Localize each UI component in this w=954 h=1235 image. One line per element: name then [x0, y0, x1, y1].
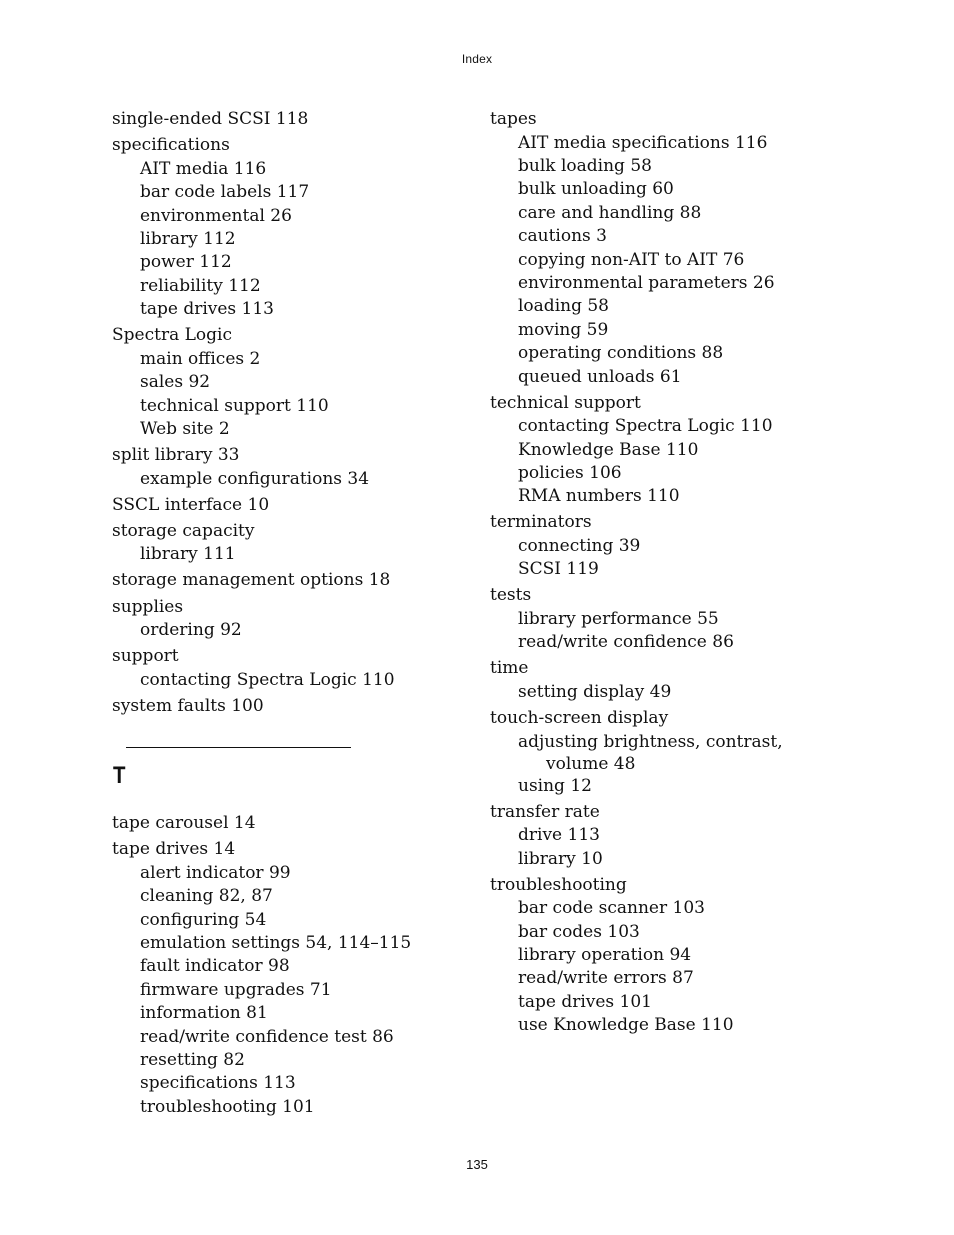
index-entry: time [490, 658, 529, 679]
index-subentry: AIT media specifications 116 [518, 132, 768, 153]
index-subentry: cleaning 82, 87 [140, 886, 273, 907]
index-entry: touch-screen display [490, 708, 669, 729]
index-subentry: tape drives 101 [518, 991, 652, 1012]
index-subentry: contacting Spectra Logic 110 [140, 669, 395, 690]
index-subentry: Knowledge Base 110 [518, 439, 699, 460]
index-subentry: firmware upgrades 71 [140, 979, 332, 1000]
index-entry: troubleshooting [490, 874, 627, 895]
index-entry: tape drives 14 [112, 839, 236, 860]
index-entry: system faults 100 [112, 695, 264, 716]
index-subentry: AIT media 116 [140, 158, 267, 179]
index-subentry: main offices 2 [140, 348, 261, 369]
index-entry: support [112, 646, 179, 667]
index-subentry: environmental parameters 26 [518, 273, 775, 294]
index-entry: transfer rate [490, 801, 600, 822]
index-entry: terminators [490, 512, 592, 533]
index-subentry: RMA numbers 110 [518, 486, 680, 507]
index-subentry: contacting Spectra Logic 110 [518, 416, 773, 437]
index-subentry: ordering 92 [140, 620, 242, 641]
section-letter: T [113, 762, 126, 789]
index-entry: SSCL interface 10 [112, 494, 270, 515]
index-entry: Spectra Logic [112, 325, 232, 346]
index-subentry: setting display 49 [518, 682, 672, 703]
index-subentry: alert indicator 99 [140, 862, 291, 883]
index-subentry: copying non-AIT to AIT 76 [518, 249, 745, 270]
index-subentry: SCSI 119 [518, 559, 599, 580]
running-head: Index [461, 52, 493, 66]
section-divider [126, 747, 351, 748]
index-subentry: environmental 26 [140, 205, 292, 226]
index-subentry: loading 58 [518, 296, 609, 317]
index-subentry: adjusting brightness, contrast, volume 48 [518, 731, 783, 774]
index-column-right [490, 107, 850, 1038]
index-subentry: library 10 [518, 848, 603, 869]
index-subentry: read/write errors 87 [518, 968, 694, 989]
index-subentry: sales 92 [140, 372, 211, 393]
index-subentry: queued unloads 61 [518, 366, 682, 387]
index-entry: split library 33 [112, 445, 240, 466]
index-subentry: read/write confidence test 86 [140, 1026, 394, 1047]
index-entry: storage capacity [112, 520, 255, 541]
index-entry: tapes [490, 109, 537, 129]
index-subentry: resetting 82 [140, 1050, 245, 1071]
index-entry: specifications [112, 135, 230, 156]
index-entry: storage management options 18 [112, 570, 391, 591]
index-subentry: moving 59 [518, 319, 609, 340]
index-subentry: library 112 [140, 229, 236, 249]
index-subentry: power 112 [140, 252, 232, 273]
index-subentry: technical support 110 [140, 395, 329, 416]
index-subentry: read/write confidence 86 [518, 632, 734, 653]
index-subentry: bar code scanner 103 [518, 898, 705, 919]
index-subentry: drive 113 [518, 825, 600, 846]
index-subentry: library performance 55 [518, 609, 719, 630]
index-subentry: library 111 [140, 544, 236, 565]
index-entry: technical support [490, 392, 641, 413]
index-subentry: connecting 39 [518, 536, 641, 557]
index-subentry: care and handling 88 [518, 202, 702, 223]
index-subentry: using 12 [518, 775, 592, 796]
index-entry: supplies [112, 596, 184, 617]
index-subentry: bar codes 103 [518, 921, 640, 942]
index-column-left-s [112, 107, 472, 718]
page-number: 135 [466, 1157, 488, 1172]
index-entry: single-ended SCSI 118 [112, 109, 309, 129]
index-subentry: cautions 3 [518, 226, 608, 247]
index-subentry: reliability 112 [140, 275, 261, 296]
index-subentry: troubleshooting 101 [140, 1096, 315, 1117]
index-subentry: bar code labels 117 [140, 182, 310, 203]
index-subentry: operating conditions 88 [518, 343, 724, 364]
index-subentry: configuring 54 [140, 909, 267, 930]
index-subentry: fault indicator 98 [140, 956, 290, 977]
index-entry: tape carousel 14 [112, 813, 256, 833]
index-subentry: bulk loading 58 [518, 156, 652, 176]
index-subentry: specifications 113 [140, 1073, 296, 1094]
index-subentry: library operation 94 [518, 945, 692, 966]
index-subentry: use Knowledge Base 110 [518, 1015, 734, 1036]
index-entry: tests [490, 585, 532, 606]
index-column-left-t [112, 811, 472, 1119]
index-subentry: tape drives 113 [140, 299, 274, 320]
index-subentry: policies 106 [518, 463, 622, 484]
index-subentry: Web site 2 [140, 419, 230, 440]
index-subentry: bulk unloading 60 [518, 179, 674, 200]
index-subentry: information 81 [140, 1003, 268, 1024]
index-subentry: emulation settings 54, 114–115 [140, 933, 412, 953]
index-subentry: example configurations 34 [140, 468, 370, 489]
